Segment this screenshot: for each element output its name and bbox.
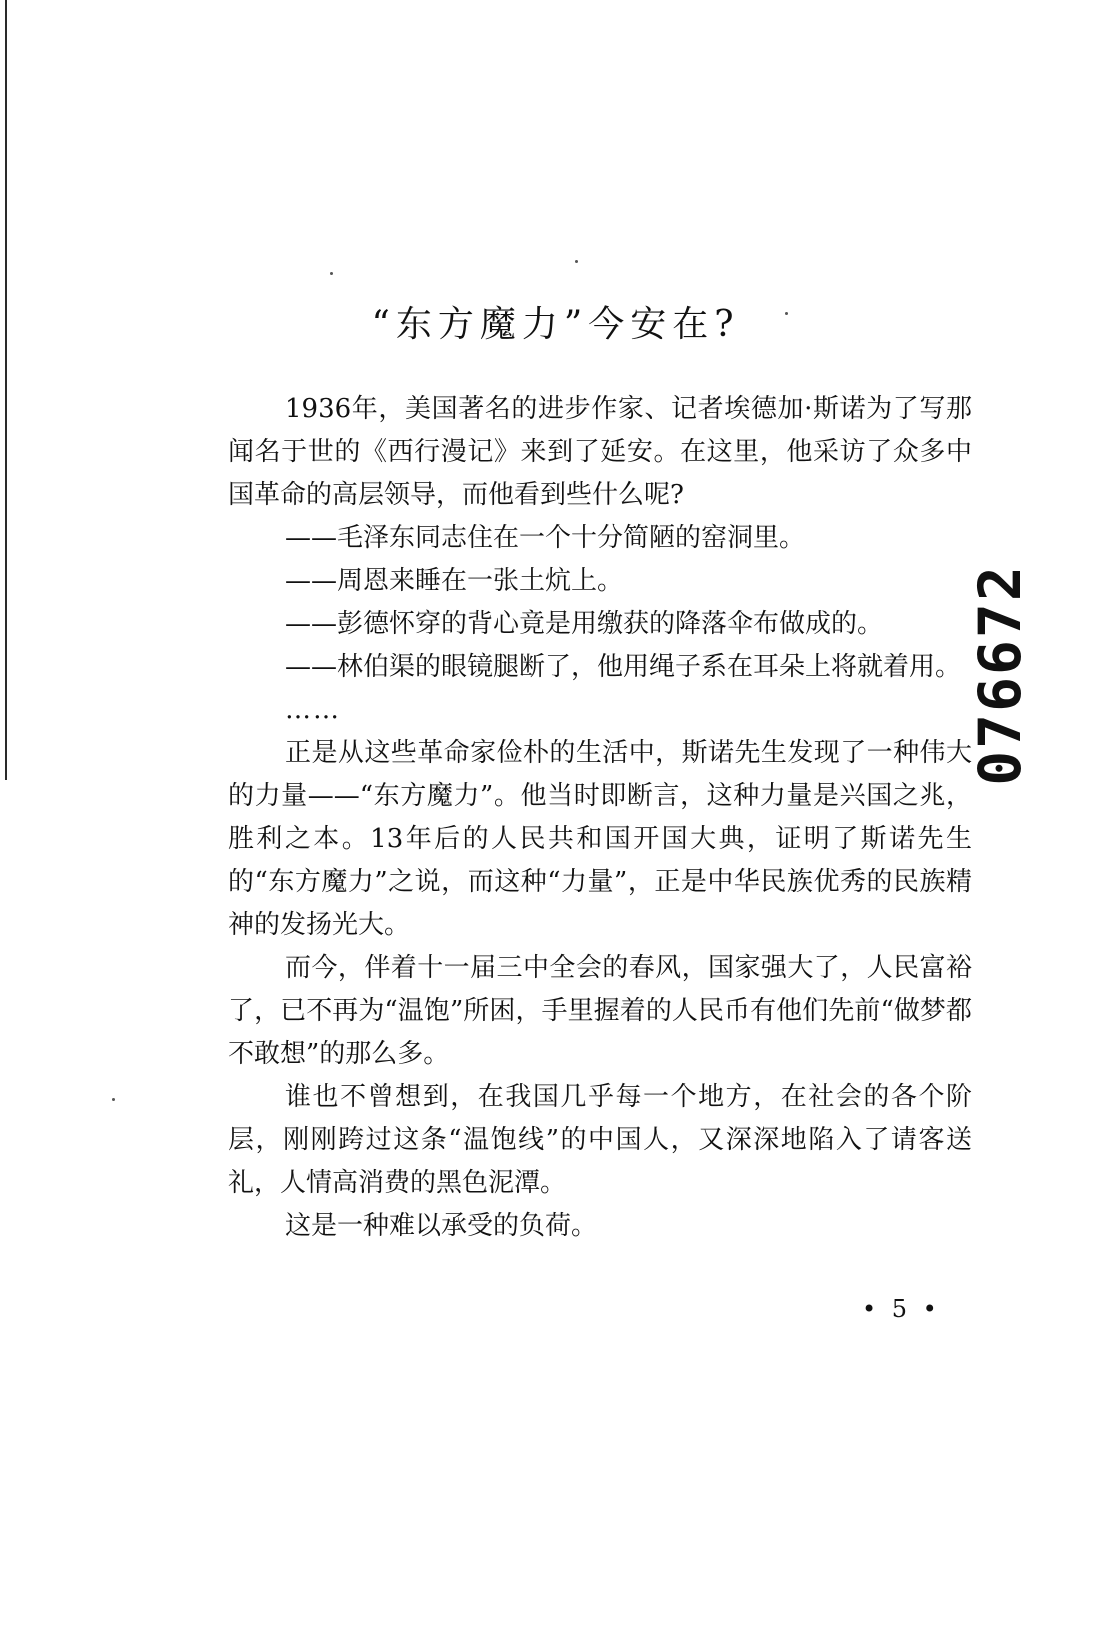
body-text [228,388,972,1248]
paragraph-peng: ——彭德怀穿的背心竟是用缴获的降落伞布做成的。 [285,609,884,639]
scan-edge-rule [5,0,7,780]
catalog-number-stamp: 076672 [966,564,1034,786]
paragraph-today: 而今，伴着十一届三中全会的春风，国家强大了，人民富裕了，已不再为“温饱”所困，手里握着的人民币有他们先前“做梦都不敢想”的那么多。 [228,953,972,1069]
scan-speck [575,260,578,263]
scan-speck [330,272,333,275]
paragraph-eastern-magic: 正是从这些革命家俭朴的生活中，斯诺先生发现了一种伟大的力量——“东方魔力”。他当时即断言，这种力量是兴国之兆，胜利之本。13年后的人民共和国开国大典，证明了斯诺先生的“东方魔力”之说，而这种“力量”，正是中华民族优秀的民族精神的发扬光大。 [228,738,972,940]
paragraph-zhou: ——周恩来睡在一张土炕上。 [285,566,624,596]
paragraph-intro: 1936年，美国著名的进步作家、记者埃德加·斯诺为了写那闻名于世的《西行漫记》来到了延安。在这里，他采访了众多中国革命的高层领导，而他看到些什么呢? [228,394,972,510]
page-title: “东方魔力”今安在? [371,304,740,345]
paragraph-burden: 这是一种难以承受的负荷。 [285,1211,598,1241]
scan-speck [112,1098,115,1101]
paragraph-mao: ——毛泽东同志住在一个十分简陋的窑洞里。 [285,523,806,553]
paragraph-unexpected: 谁也不曾想到，在我国几乎每一个地方，在社会的各个阶层，刚刚跨过这条“温饱线”的中国人，又深深地陷入了请客送礼，人情高消费的黑色泥潭。 [228,1082,972,1198]
paragraph-lin: ——林伯渠的眼镜腿断了，他用绳子系在耳朵上将就着用。 [285,652,962,682]
ellipsis: …… [285,695,341,725]
page-number: • 5 • [862,1295,941,1323]
